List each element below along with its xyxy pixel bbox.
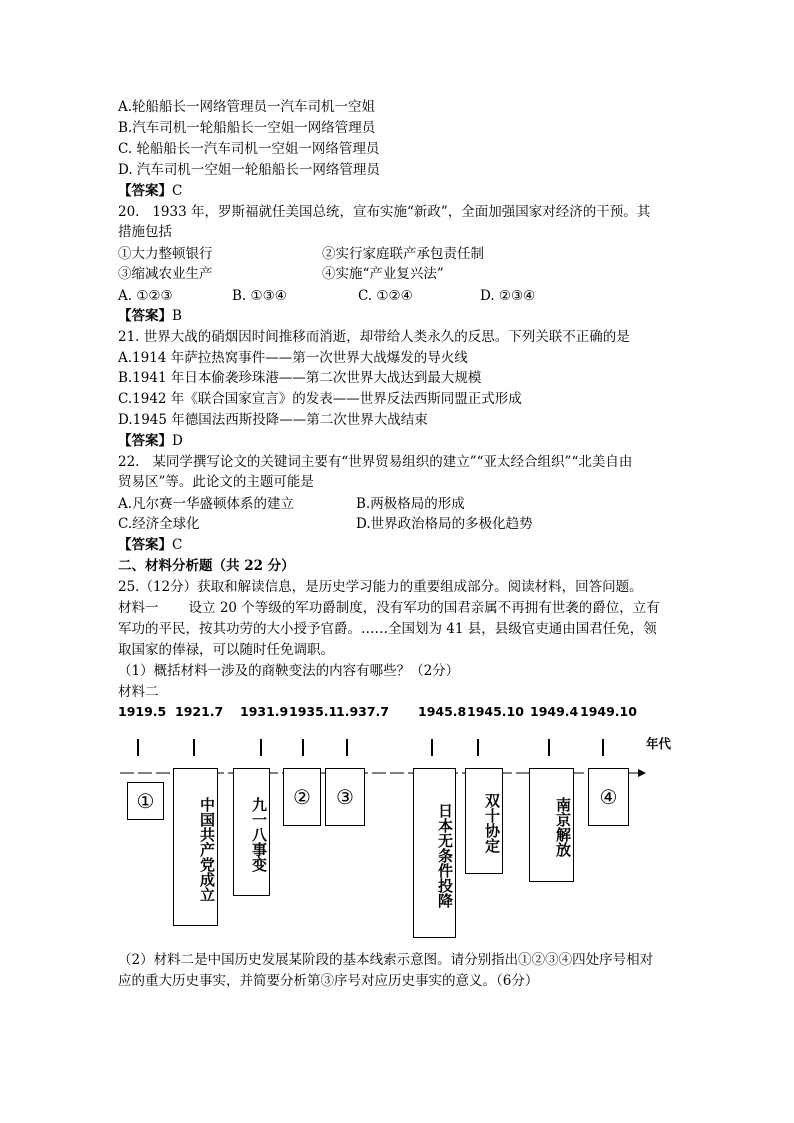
- q20-option-c: C. ①②④: [358, 288, 413, 304]
- q25-sub-question-2-line2: 应的重大历史事实，并简要分析第③序号对应历史事实的意义。（6分）: [118, 973, 539, 989]
- q19-option-b: B.汽车司机一轮船船长一空姐一网络管理员: [118, 120, 376, 136]
- q20-item-2: ②实行家庭联产承包责任制: [322, 246, 484, 262]
- timeline-tick: [346, 739, 348, 756]
- timeline-year: 1949.4: [530, 704, 579, 719]
- timeline-tick: [302, 739, 304, 756]
- q20-option-d: D. ②③④: [480, 288, 536, 304]
- q20-item-3: ③缩减农业生产: [118, 266, 213, 282]
- q22-stem-line1: 22. 某同学撰写论文的关键词主要有“世界贸易组织的建立”“亚太经合组织”“北美自由: [118, 454, 633, 470]
- q21-option-c: C.1942 年《联合国家宣言》的发表——世界反法西斯同盟正式形成: [118, 391, 522, 407]
- section-title: 二、材料分析题（共 22 分）: [118, 558, 295, 574]
- timeline-tick: [602, 739, 604, 756]
- timeline-year: 1931.9: [240, 704, 289, 719]
- material1-line2: 军功的平民，按其功劳的大小授予官爵。……全国划为 41 县，县级官吏通由国君任免，领: [118, 621, 657, 637]
- timeline-year: 1945.8: [418, 704, 467, 719]
- timeline-event-cpc-founding: 中国共产党成立: [173, 768, 218, 926]
- timeline-event-2: ②: [283, 768, 321, 826]
- q22-option-a: A.凡尔赛一华盛顿体系的建立: [118, 496, 295, 512]
- timeline-year: 1935.1: [289, 704, 338, 719]
- material2-label: 材料二: [118, 684, 159, 700]
- q22-stem-line2: 贸易区”等。此论文的主题可能是: [118, 474, 314, 490]
- timeline-event-3: ③: [325, 768, 365, 826]
- timeline-tick: [431, 739, 433, 756]
- q21-stem: 21. 世界大战的硝烟因时间推移而消逝，却带给人类永久的反思。下列关联不正确的是: [118, 329, 630, 345]
- q19-answer: 【答案】C: [118, 183, 183, 199]
- q21-option-d: D.1945 年德国法西斯投降——第二次世界大战结束: [118, 412, 428, 428]
- q22-option-b: B.两极格局的形成: [356, 496, 465, 512]
- timeline-event-sept-18: 九一八事变: [233, 768, 270, 896]
- q20-answer: 【答案】B: [118, 308, 182, 324]
- timeline-event-double-tenth: 双十协定: [465, 768, 503, 874]
- timeline-axis-label: 年代: [646, 736, 672, 751]
- q20-stem-line1: 20. 1933 年，罗斯福就任美国总统，宣布实施“新政”，全面加强国家对经济的干预。其: [118, 204, 651, 220]
- q21-answer: 【答案】D: [118, 433, 183, 449]
- timeline-event-1: ①: [127, 782, 164, 820]
- q22-option-c: C.经济全球化: [118, 516, 200, 532]
- q21-option-b: B.1941 年日本偷袭珍珠港——第二次世界大战达到最大规模: [118, 370, 482, 386]
- timeline-year: 1945.10: [467, 704, 524, 719]
- q25-sub-question-1: （1）概括材料一涉及的商鞅变法的内容有哪些？（2分）: [118, 663, 460, 679]
- timeline-year: 1.937.7: [336, 704, 389, 719]
- q20-option-b: B. ①③④: [232, 288, 287, 304]
- timeline-tick: [477, 739, 479, 756]
- q22-option-d: D.世界政治格局的多极化趋势: [356, 516, 533, 532]
- q21-option-a: A.1914 年萨拉热窝事件——第一次世界大战爆发的导火线: [118, 350, 468, 366]
- q20-stem-line2: 措施包括: [118, 224, 172, 240]
- q25-intro: 25.（12分）获取和解读信息，是历史学习能力的重要组成部分。阅读材料，回答问题。: [118, 579, 643, 595]
- timeline-tick: [193, 739, 195, 756]
- q20-item-4: ④实施“产业复兴法”: [322, 266, 444, 282]
- q22-answer: 【答案】C: [118, 537, 183, 553]
- q19-option-d: D. 汽车司机一空姐一轮船船长一网络管理员: [118, 162, 380, 178]
- timeline-year: 1919.5: [118, 704, 167, 719]
- material1-line1: 材料一 设立 20 个等级的军功爵制度，没有军功的国君亲属不再拥有世袭的爵位，立有: [118, 600, 660, 616]
- timeline-year: 1949.10: [580, 704, 637, 719]
- timeline-year: 1921.7: [175, 704, 224, 719]
- timeline-tick: [260, 739, 262, 756]
- timeline-event-4: ④: [588, 768, 629, 826]
- timeline-event-nanjing: 南京解放: [529, 768, 574, 882]
- q20-option-a: A. ①②③: [118, 288, 173, 304]
- material1-line3: 取国家的俸禄，可以随时任免调职。: [118, 642, 334, 658]
- q19-option-c: C. 轮船船长一汽车司机一空姐一网络管理员: [118, 141, 380, 157]
- q25-sub-question-2-line1: （2）材料二是中国历史发展某阶段的基本线索示意图。请分别指出①②③④四处序号相对: [118, 952, 654, 968]
- timeline-event-japan-surrender: 日本无条件投降: [413, 768, 456, 938]
- q19-option-a: A.轮船船长一网络管理员一汽车司机一空姐: [118, 99, 376, 115]
- q20-item-1: ①大力整顿银行: [118, 246, 213, 262]
- timeline-tick: [548, 739, 550, 756]
- timeline-tick: [137, 739, 139, 756]
